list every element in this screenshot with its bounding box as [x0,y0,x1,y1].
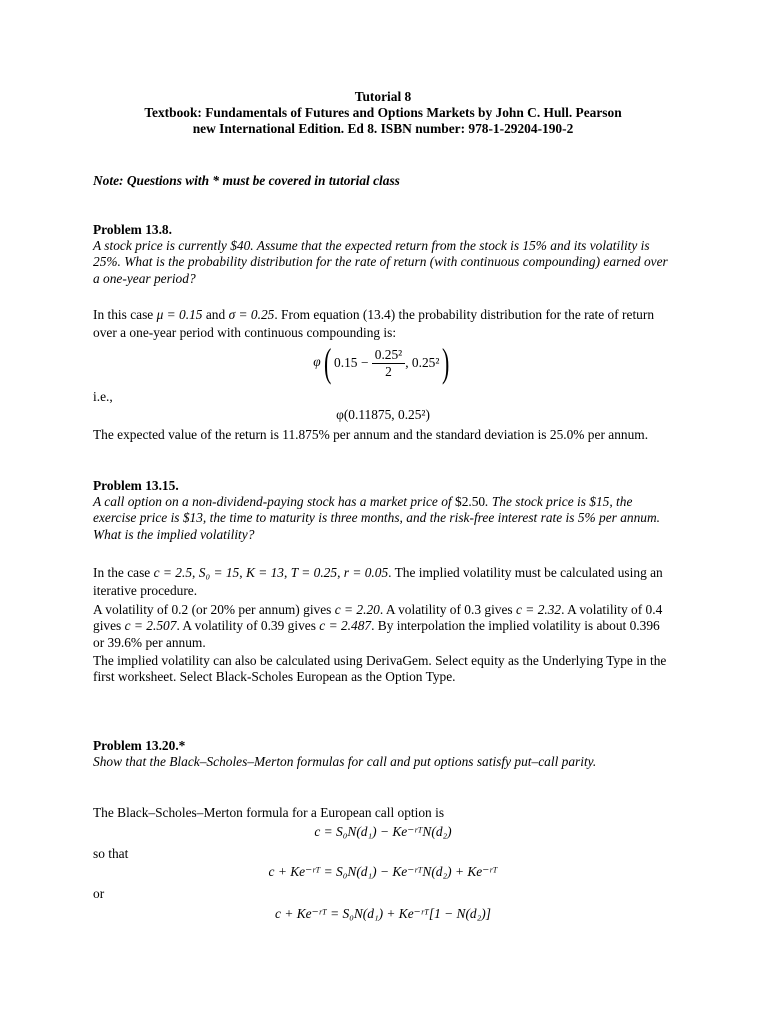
problem-13-20-heading: Problem 13.20.* [93,738,186,753]
volatility-text: . A volatility of 0.4 gives [93,602,663,634]
textbook-line-1: Textbook: Fundamentals of Futures and Options Markets by John C. Hull. Pearson [144,105,622,120]
left-paren: ( [323,340,332,385]
volatility-iterations [93,602,673,651]
distribution-equation [93,340,673,387]
c-result: c = 2.507 [124,618,177,634]
right-paren: ) [442,340,450,385]
bsm-call-formula: c = S₀N(d₁) − Ke⁻ʳᵀN(d₂) [314,824,452,839]
volatility-text: . A volatility of 0.39 gives [176,618,316,634]
problem-13-20-question: Show that the Black–Scholes–Merton formulas for call and put options satisfy put–call parity. [93,754,597,769]
c-value: c = 2.5 [153,565,193,580]
volatility-text: A volatility of 0.2 (or 20% per annum) gives [93,602,332,617]
problem-13-8-answer [93,306,673,342]
problem-13-15-question [93,494,673,543]
document-title: Tutorial 8 [354,89,412,104]
so-that-text: so that [93,846,129,861]
s0-value: S₀ = 15 [198,565,240,580]
fraction-numerator: 0.25² [372,347,405,364]
tutorial-note: Note: Questions with * must be covered in tutorial class [93,173,400,188]
ie-text: i.e., [93,389,113,404]
fraction-denominator: 2 [385,363,392,379]
phi-symbol: φ [313,354,321,370]
c-result: c = 2.487 [319,618,372,634]
answer-text: . From equation (13.4) the probability distribution for the rate of return over a one-year period with continuous compounding is: [93,307,655,340]
fraction [372,347,405,380]
volatility-text: . By interpolation the implied volatility is about 0.396 or 39.6% per annum. [93,618,660,650]
eq-term: 0.15 − [334,354,369,370]
volatility-text: . A volatility of 0.3 gives [379,602,513,617]
c-result: c = 2.32 [516,602,562,617]
problem-13-8-question: A stock price is currently $40. Assume that the expected return from the stock is 15% and its volatility is 25%. What is the probability distribution for the rate of return (with continuous compounding) earned over a one-year period? [93,238,668,286]
eq-term: , 0.25² [405,354,440,370]
r-value: r = 0.05 [343,565,389,580]
case-text: In the case [93,565,151,580]
or-text: or [93,886,105,901]
problem-13-8-conclusion: The expected value of the return is 11.875% per annum and the standard deviation is 25.0% per annum. [93,427,649,442]
problem-13-8-heading: Problem 13.8. [93,222,172,237]
question-text: . The stock price is $15, the exercise price is $13, the time to maturity is three months, and the risk-free interest rate is 5% per annum. What is the implied volatility? [93,494,661,542]
t-value: T = 0.25 [290,565,338,580]
problem-13-15-case: In the case c = 2.5, S₀ = 15, K = 13, T = 0.25, r = 0.05. The implied volatility must be calculated using an iterative procedure. [93,565,663,598]
bsm-intro: The Black–Scholes–Merton formula for a European call option is [93,805,445,820]
mu-value: μ = 0.15 [156,307,203,322]
question-text: A call option on a non-dividend-paying stock has a market price of [93,494,452,509]
c-result: c = 2.20 [334,602,380,617]
case-text: . The implied volatility must be calculated using an iterative procedure. [93,565,663,598]
distribution-equation-2: φ(0.11875, 0.25²) [336,407,430,422]
sigma-value: σ = 0.25 [228,307,275,322]
k-value: K = 13 [245,565,284,580]
problem-13-15-heading: Problem 13.15. [93,478,179,493]
bsm-equation-3: c + Ke⁻ʳᵀ = S₀N(d₁) + Ke⁻ʳᵀ[1 − N(d₂)] [275,906,491,921]
derivagem-note: The implied volatility can also be calculated using DerivaGem. Select equity as the Underlying Type in the first worksheet. Select Black-Scholes European as the Option Type. [93,653,667,685]
price-value: $2.50 [455,494,486,509]
answer-text: In this case [93,307,154,322]
and-text: and [205,307,226,322]
bsm-equation-2: c + Ke⁻ʳᵀ = S₀N(d₁) − Ke⁻ʳᵀN(d₂) + Ke⁻ʳᵀ [268,864,498,879]
textbook-line-2: new International Edition. Ed 8. ISBN number: 978-1-29204-190-2 [192,121,574,136]
